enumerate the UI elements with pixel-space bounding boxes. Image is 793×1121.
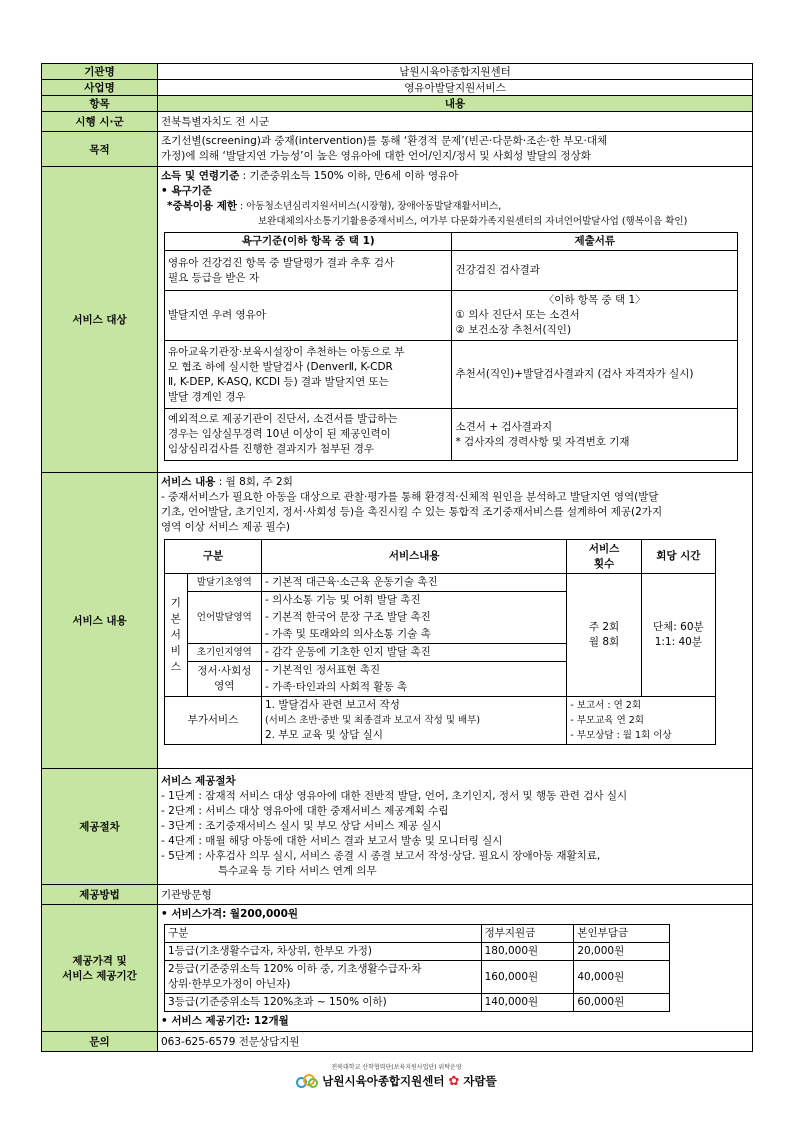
self-cell: 60,000원 xyxy=(574,994,670,1012)
grade-cell: 1등급(기초생활수급자, 차상위, 한부모 가정) xyxy=(165,943,482,961)
doc-line: * 검사자의 경력사항 및 자격번호 기재 xyxy=(455,435,630,448)
criteria-head: 욕구기준(이하 항목 중 택 1) xyxy=(165,233,452,251)
procedure-step: - 3단계 : 조기중재서비스 실시 및 부모 상담 서비스 제공 실시 xyxy=(161,820,442,832)
extra-item: (서비스 초반·중반 및 최종결과 보고서 작성 및 배부) xyxy=(264,715,481,726)
item-header: 항목 xyxy=(42,96,158,112)
target-label: 서비스 대상 xyxy=(42,167,158,473)
gov-cell: 180,000원 xyxy=(481,943,574,961)
biz-value: 영유아발달지원서비스 xyxy=(158,80,753,96)
area-item: - 기본적 대근육·소근육 운동기술 촉진 xyxy=(261,574,566,592)
procedure-step: - 2단계 : 서비스 대상 영유아에 대한 중재서비스 제공계획 수립 xyxy=(161,805,449,817)
table-row xyxy=(165,994,670,1012)
price-line: • 서비스가격: 월200,000원 xyxy=(161,908,299,920)
period-line: • 서비스 제공기간: 12개월 xyxy=(161,1015,289,1027)
area-name: 언어발달영역 xyxy=(187,592,261,644)
req-line: Ⅱ, K-DEP, K-ASQ, KCDI 등) 결과 발달지연 또는 xyxy=(168,375,389,388)
req-line: 모 협조 하에 실시한 발달검사 (DenverⅡ, K-CDR xyxy=(168,360,393,373)
area-item: - 의사소통 기능 및 어휘 발달 촉진 xyxy=(261,592,566,610)
target-content xyxy=(158,167,753,473)
need-criteria-table xyxy=(164,232,738,461)
biz-label: 사업명 xyxy=(42,80,158,96)
table-row xyxy=(165,341,738,409)
grade-cell: 3등급(기준중위소득 120%초과 ~ 150% 이하) xyxy=(165,994,482,1012)
area-name: 초기인지영역 xyxy=(187,644,261,662)
doc-line: ② 보건소장 추천서(직인) xyxy=(455,324,572,336)
document-page xyxy=(41,63,752,1052)
procedure-step: - 5단계 : 사후검사 의무 실시, 서비스 종결 시 종결 보고서 작성·상담. 필요시 장애아동 재활치료, xyxy=(161,850,601,862)
price-head: 구분 xyxy=(165,925,482,943)
extra-item: 2. 부모 교육 및 상담 실시 xyxy=(264,729,383,741)
table-row xyxy=(165,291,738,341)
extra-count: - 보고서 : 연 2회 xyxy=(570,700,642,711)
procedure-label: 제공절차 xyxy=(42,769,158,885)
req-line: 필요 등급을 받은 자 xyxy=(168,271,260,284)
time-head: 회당 시간 xyxy=(641,540,715,574)
doc-line: 건강검진 검사결과 xyxy=(452,251,738,291)
flower-icon: ✿ xyxy=(448,1073,460,1089)
sched-label: 서비스 내용 xyxy=(161,476,216,488)
org-label: 기관명 xyxy=(42,64,158,80)
gov-cell: 140,000원 xyxy=(481,994,574,1012)
time-value: 1:1: 40분 xyxy=(654,636,702,648)
doc-line: 추천서(직인)+발달검사결과지 (검사 자격자가 실시) xyxy=(452,341,738,409)
table-row xyxy=(165,409,738,461)
footer-logo xyxy=(296,1073,496,1089)
doc-line: 〈이하 항목 중 택 1〉 xyxy=(543,294,646,306)
procedure-content xyxy=(158,769,753,885)
req-line: 임상심리검사를 진행한 결과지가 첨부된 경우 xyxy=(168,443,375,455)
area-item: - 기본적 한국어 문장 구조 발달 촉진 xyxy=(261,609,566,626)
content-header: 내용 xyxy=(158,96,753,112)
req-line: 발달 경계인 경우 xyxy=(168,390,246,403)
basic-service-label: 기 본 서 비 스 xyxy=(165,574,188,697)
brand-name: 자람뜰 xyxy=(463,1074,497,1088)
req-line: 경우는 임상실무경력 10년 이상이 된 제공인력이 xyxy=(168,428,391,440)
doc-line: 소견서 + 검사결과지 xyxy=(455,420,553,433)
count-head: 서비스 xyxy=(588,542,620,555)
method-value: 기관방문형 xyxy=(158,885,753,905)
area-name: 정서·사회성 xyxy=(197,665,252,677)
price-content xyxy=(158,905,753,1032)
gov-cell: 160,000원 xyxy=(481,961,574,994)
service-info-table xyxy=(41,63,753,1052)
procedure-title: 서비스 제공절차 xyxy=(161,775,236,787)
income-text: : 기준중위소득 150% 이하, 만6세 이하 영유아 xyxy=(239,170,459,182)
doc-line: ① 의사 진단서 또는 소견서 xyxy=(455,309,580,321)
area-name: 발달기초영역 xyxy=(187,574,261,592)
service-head: 서비스내용 xyxy=(261,540,566,574)
procedure-step: 특수교육 등 기타 서비스 연계 의무 xyxy=(218,865,377,877)
dup-label: *중복이용 제한 xyxy=(167,200,238,212)
grade-cell: 상위·한부모가정이 아닌자) xyxy=(168,978,291,990)
table-row xyxy=(165,961,670,994)
self-cell: 20,000원 xyxy=(574,943,670,961)
region-value: 전북특별자치도 전 시군 xyxy=(158,112,753,132)
docs-head: 제출서류 xyxy=(452,233,738,251)
table-row xyxy=(165,943,670,961)
count-value: 주 2회 xyxy=(588,621,620,633)
extra-count: - 부모상담 : 월 1회 이상 xyxy=(570,730,672,741)
dup-text-2: 보완대체의사소통기기활용중재서비스, 여가부 다문화가족지원센터의 자녀언어발달사업 (행복이음 확인) xyxy=(258,216,688,227)
footer-operator: 전북대학교 산학협력단(보육지원사업단) 위탁운영 xyxy=(331,1064,462,1071)
price-table xyxy=(164,924,670,1012)
content-desc: 기초, 언어발달, 초기인지, 정서·사회성 등)을 촉진시킬 수 있는 통합적 조기중재서비스를 설계하여 제공(2가지 xyxy=(161,506,663,518)
method-label: 제공방법 xyxy=(42,885,158,905)
table-row xyxy=(165,251,738,291)
content-cell xyxy=(158,473,753,769)
extra-service-label: 부가서비스 xyxy=(165,697,262,745)
income-label: 소득 및 연령기준 xyxy=(161,170,240,182)
contact-value: 063-625-6579 전문상담지원 xyxy=(158,1032,753,1052)
center-name: 남원시육아종합지원센터 xyxy=(322,1074,445,1088)
table-row xyxy=(165,574,716,592)
need-title: • 욕구기준 xyxy=(161,185,212,197)
purpose-label: 목적 xyxy=(42,132,158,167)
area-item: - 가족 및 또래와의 의사소통 기술 촉 xyxy=(261,626,566,644)
purpose-line: 조기선별(screening)과 중재(intervention)를 통해 ‘환경적 문제’(빈곤·다문화·조손·한 부모·대체 xyxy=(161,135,608,147)
procedure-step: - 1단계 : 잠재적 서비스 대상 영유아에 대한 전반적 발달, 언어, 초기인지, 정서 및 행동 관련 검사 실시 xyxy=(161,790,628,802)
area-item: - 가족·타인과의 사회적 활동 촉 xyxy=(261,679,566,697)
grade-cell: 2등급(기준중위소득 120% 이하 중, 기초생활수급자·차 xyxy=(168,963,422,975)
price-head: 정부지원금 xyxy=(481,925,574,943)
table-row xyxy=(165,697,716,745)
time-value: 단체: 60분 xyxy=(653,621,704,633)
count-head: 횟수 xyxy=(593,557,615,570)
extra-item: 1. 발달검사 관련 보고서 작성 xyxy=(264,699,400,711)
purpose-line: 가정)에 의해 ‘발달지연 가능성’이 높은 영유아에 대한 언어/인지/정서 및 사회성 발달의 정상화 xyxy=(161,150,591,162)
req-line: 영유아 건강검진 항목 중 발달평가 결과 추후 검사 xyxy=(168,256,395,269)
area-item: - 기본적인 정서표현 촉진 xyxy=(261,662,566,680)
req-line: 발달지연 우려 영유아 xyxy=(165,291,452,341)
area-item: - 감각 운동에 기초한 인지 발달 촉진 xyxy=(261,644,566,662)
dup-text: : 아동청소년심리지원서비스(시장형), 장애아동발달재활서비스, xyxy=(237,201,502,212)
content-desc: 영역 이상 서비스 제공 필수) xyxy=(161,521,291,533)
center-logo-icon xyxy=(296,1074,318,1088)
contact-label: 문의 xyxy=(42,1032,158,1052)
content-label: 서비스 내용 xyxy=(42,473,158,769)
region-label: 시행 시·군 xyxy=(42,112,158,132)
division-head: 구분 xyxy=(165,540,262,574)
count-value: 월 8회 xyxy=(588,636,620,648)
price-label: 제공가격 및 서비스 제공기간 xyxy=(42,905,158,1032)
req-line: 유아교육기관장·보육시설장이 추천하는 아동으로 부 xyxy=(168,345,405,358)
sched-text: : 월 8회, 주 2회 xyxy=(215,476,293,488)
purpose-text xyxy=(158,132,753,167)
service-content-table xyxy=(164,539,716,745)
org-value: 남원시육아종합지원센터 xyxy=(158,64,753,80)
req-line: 예외적으로 제공기관이 진단서, 소견서를 발급하는 xyxy=(168,413,398,425)
self-cell: 40,000원 xyxy=(574,961,670,994)
area-name: 영역 xyxy=(214,680,235,692)
content-desc: - 중재서비스가 필요한 아동을 대상으로 관찰·평가를 통해 환경적·신체적 원인을 분석하고 발달지연 영역(발달 xyxy=(161,491,659,503)
price-head: 본인부담금 xyxy=(574,925,670,943)
procedure-step: - 4단계 : 매월 해당 아동에 대한 서비스 결과 보고서 발송 및 모니터링 실시 xyxy=(161,835,503,847)
footer xyxy=(0,1062,793,1092)
extra-count: - 부모교육 연 2회 xyxy=(570,715,644,726)
